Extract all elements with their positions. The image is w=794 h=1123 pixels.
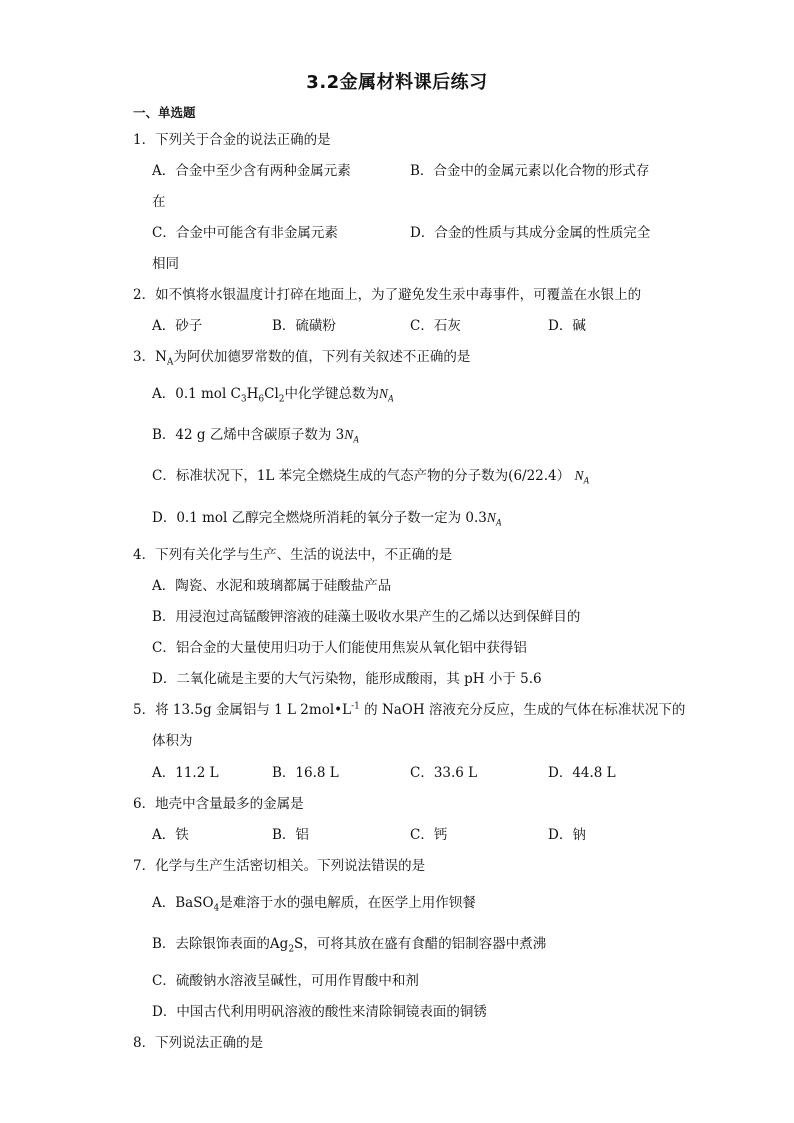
question-3-option-c: C．标准状况下，1L 苯完全燃烧生成的气态产物的分子数为(6/22.4） $N_A$ bbox=[152, 468, 589, 486]
question-1-option-d: D．合金的性质与其成分金属的性质完全 bbox=[410, 225, 651, 241]
question-2-option-d: D．碱 bbox=[548, 318, 586, 334]
section-heading: 一、单选题 bbox=[133, 105, 196, 120]
question-1-option-b: B．合金中的金属元素以化合物的形式存 bbox=[410, 163, 650, 179]
question-3-number: 3． bbox=[133, 349, 156, 365]
question-2-option-a: A．砂子 bbox=[152, 318, 203, 334]
question-7-option-c: C．硫酸钠水溶液呈碱性，可用作胃酸中和剂 bbox=[152, 973, 419, 989]
question-5-option-c: C．33.6 L bbox=[410, 765, 478, 781]
question-5-option-b: B．16.8 L bbox=[272, 765, 339, 781]
question-5-stem: 5．将 13.5g 金属铝与 1 L $2mol•L^{-1}$ 的 NaOH 溶液充分反应，生成的气体在标准状况下的 bbox=[133, 701, 686, 718]
question-7-stem: 7．化学与生产生活密切相关。下列说法错误的是 bbox=[133, 858, 426, 874]
question-3-option-b: B．42 g 乙烯中含碳原子数为 $3N_A$ bbox=[152, 427, 359, 445]
question-8-stem: 8．下列说法正确的是 bbox=[133, 1035, 264, 1051]
question-1-stem: 1．下列关于合金的说法正确的是 bbox=[133, 132, 331, 148]
question-7-option-d: D．中国古代利用明矾溶液的酸性来清除铜镜表面的铜锈 bbox=[152, 1004, 487, 1020]
question-5-option-d: D．44.8 L bbox=[548, 765, 616, 781]
question-1-option-d-cont: 相同 bbox=[152, 256, 179, 272]
question-4-option-b: B．用浸泡过高锰酸钾溶液的硅藻土吸收水果产生的乙烯以达到保鲜目的 bbox=[152, 609, 581, 625]
question-4-stem: 4．下列有关化学与生产、生活的说法中，不正确的是 bbox=[133, 547, 453, 563]
question-6-option-b: B．铝 bbox=[272, 827, 309, 843]
page-title: 3.2金属材料课后练习 bbox=[306, 72, 488, 93]
question-1-option-a: A．合金中至少含有两种金属元素 bbox=[152, 163, 351, 179]
question-2-stem: 2．如不慎将水银温度计打碎在地面上，为了避免发生汞中毒事件，可覆盖在水银上的 bbox=[133, 287, 642, 303]
question-6-option-c: C．钙 bbox=[410, 827, 448, 843]
question-5-option-a: A．11.2 L bbox=[152, 765, 219, 781]
question-1-option-c: C．合金中可能含有非金属元素 bbox=[152, 225, 338, 241]
question-6-stem: 6．地壳中含量最多的金属是 bbox=[133, 796, 304, 812]
question-6-option-a: A．铁 bbox=[152, 827, 189, 843]
question-2-option-b: B．硫磺粉 bbox=[272, 318, 336, 334]
question-7-option-b: B．去除银饰表面的$Ag_2S$，可将其放在盛有食醋的铝制容器中煮沸 bbox=[152, 936, 547, 955]
question-1-option-b-cont: 在 bbox=[152, 194, 166, 210]
question-4-option-d: D．二氧化硫是主要的大气污染物，能形成酸雨，其 pH 小于 5.6 bbox=[152, 671, 542, 687]
question-4-option-a: A．陶瓷、水泥和玻璃都属于硅酸盐产品 bbox=[152, 578, 392, 594]
question-5-stem-cont: 体积为 bbox=[152, 733, 193, 749]
question-6-option-d: D．钠 bbox=[548, 827, 586, 843]
question-3-option-a: A．0.1 mol $C_3H_6Cl_2$中化学键总数为$N_A$ bbox=[152, 386, 394, 405]
question-3-option-d: D．0.1 mol 乙醇完全燃烧所消耗的氧分子数一定为 $0.3N_A$ bbox=[152, 510, 502, 528]
question-3-stem: 3．$N_A$为阿伏加德罗常数的值，下列有关叙述不正确的是 bbox=[133, 349, 471, 368]
question-2-option-c: C．石灰 bbox=[410, 318, 461, 334]
question-4-option-c: C．铝合金的大量使用归功于人们能使用焦炭从氧化铝中获得铝 bbox=[152, 640, 527, 656]
question-7-option-a: A．BaSO$_4$是难溶于水的强电解质，在医学上用作钡餐 bbox=[152, 895, 476, 914]
